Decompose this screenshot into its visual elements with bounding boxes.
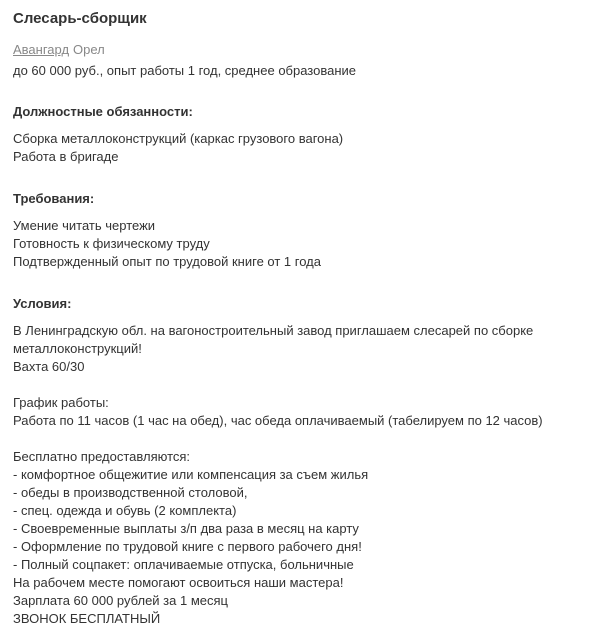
duty-line: Сборка металлоконструкций (каркас грузового вагона) [13, 131, 344, 146]
condition-line: На рабочем месте помогают освоиться наши мастера! [13, 575, 344, 590]
conditions-list [13, 322, 603, 628]
condition-line [13, 430, 603, 448]
requirement-line: Подтвержденный опыт по трудовой книге от 1 года [13, 254, 321, 269]
vacancy-meta [13, 42, 603, 58]
condition-line: ЗВОНОК БЕСПЛАТНЫЙ [13, 611, 161, 626]
requirements-heading: Требования: [13, 191, 95, 206]
condition-line: График работы: [13, 395, 109, 410]
condition-line: В Ленинградскую обл. на вагоностроительный завод приглашаем слесарей по сборке металлоконструкций! [13, 323, 537, 356]
condition-line: Вахта 60/30 [13, 359, 85, 374]
condition-line: Бесплатно предоставляются: [13, 449, 191, 464]
condition-line: - комфортное общежитие или компенсация за съем жилья [13, 467, 369, 482]
condition-line: - спец. одежда и обувь (2 комплекта) [13, 503, 237, 518]
requirement-line: Умение читать чертежи [13, 218, 156, 233]
company-link[interactable]: Авангард [13, 42, 70, 57]
duty-line: Работа в бригаде [13, 149, 119, 164]
condition-line: - Полный соцпакет: оплачиваемые отпуска, больничные [13, 557, 354, 572]
condition-line: - обеды в производственной столовой, [13, 485, 248, 500]
requirement-line: Готовность к физическому труду [13, 236, 210, 251]
duties-list [13, 130, 603, 166]
requirements-list [13, 217, 603, 271]
city-label: Орел [73, 42, 105, 57]
condition-line: Зарплата 60 000 рублей за 1 месяц [13, 593, 228, 608]
conditions-heading: Условия: [13, 296, 72, 311]
duties-heading: Должностные обязанности: [13, 104, 193, 119]
vacancy-card [13, 9, 603, 628]
vacancy-title: Слесарь-сборщик [13, 10, 147, 27]
vacancy-summary: до 60 000 руб., опыт работы 1 год, среднее образование [13, 63, 357, 78]
condition-line [13, 376, 603, 394]
condition-line: Работа по 11 часов (1 час на обед), час обеда оплачиваемый (табелируем по 12 часов) [13, 413, 543, 428]
condition-line: - Своевременные выплаты з/п два раза в месяц на карту [13, 521, 359, 536]
condition-line: - Оформление по трудовой книге с первого рабочего дня! [13, 539, 362, 554]
